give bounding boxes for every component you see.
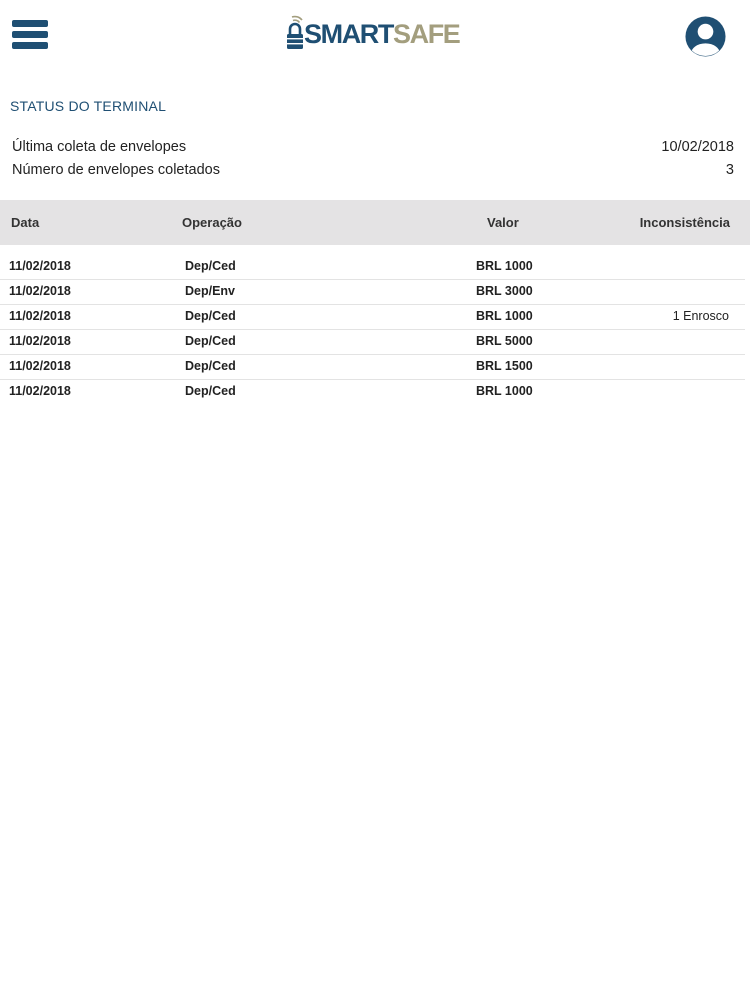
cell-operation: Dep/Ced xyxy=(185,384,236,398)
cell-date: 11/02/2018 xyxy=(9,309,71,323)
cell-date: 11/02/2018 xyxy=(9,384,71,398)
cell-operation: Dep/Env xyxy=(185,284,236,298)
envelopes-count-row xyxy=(12,162,734,182)
envelopes-count-value: 3 xyxy=(725,162,734,178)
last-collection-value: 10/02/2018 xyxy=(661,139,734,155)
cell-operation: Dep/Ced xyxy=(185,259,236,273)
table-header xyxy=(0,200,750,245)
table-row[interactable] xyxy=(0,255,745,280)
last-collection-row xyxy=(12,139,734,159)
cell-value: BRL 1000 xyxy=(476,259,533,273)
menu-bar xyxy=(12,42,48,49)
cell-value: BRL 1000 xyxy=(476,309,533,323)
menu-bar xyxy=(12,31,48,38)
table-row[interactable] xyxy=(0,380,745,404)
table-row[interactable] xyxy=(0,330,745,355)
cell-value: BRL 1000 xyxy=(476,384,533,398)
logo-safe-text: SAFE xyxy=(393,19,460,49)
menu-bar xyxy=(12,20,48,27)
transactions-table-body xyxy=(0,255,750,404)
user-avatar-icon[interactable] xyxy=(684,15,727,58)
cell-date: 11/02/2018 xyxy=(9,284,71,298)
padlock-wifi-icon xyxy=(284,14,306,50)
cell-operation: Dep/Ced xyxy=(185,309,236,323)
cell-value: BRL 3000 xyxy=(476,284,533,298)
cell-value: BRL 1500 xyxy=(476,359,533,373)
cell-date: 11/02/2018 xyxy=(9,259,71,273)
hamburger-menu-icon[interactable] xyxy=(12,20,48,50)
table-row[interactable] xyxy=(0,355,745,380)
cell-date: 11/02/2018 xyxy=(9,359,71,373)
cell-date: 11/02/2018 xyxy=(9,334,71,348)
smartsafe-logo xyxy=(282,12,462,52)
cell-operation: Dep/Ced xyxy=(185,334,236,348)
cell-operation: Dep/Ced xyxy=(185,359,236,373)
column-header-value: Valor xyxy=(487,215,519,230)
envelopes-count-label: Número de envelopes coletados xyxy=(12,162,220,178)
page-title: STATUS DO TERMINAL xyxy=(10,98,167,114)
logo-wordmark xyxy=(304,19,459,49)
cell-value: BRL 5000 xyxy=(476,334,533,348)
column-header-operation: Operação xyxy=(182,215,242,230)
column-header-date: Data xyxy=(11,215,40,230)
table-row[interactable] xyxy=(0,280,745,305)
last-collection-label: Última coleta de envelopes xyxy=(12,139,187,155)
table-row[interactable] xyxy=(0,305,745,330)
column-header-inconsistency: Inconsistência xyxy=(639,215,730,230)
cell-inconsistency: 1 Enrosco xyxy=(672,309,729,323)
app-header xyxy=(0,0,750,80)
logo-smart-text: SMART xyxy=(304,19,393,49)
